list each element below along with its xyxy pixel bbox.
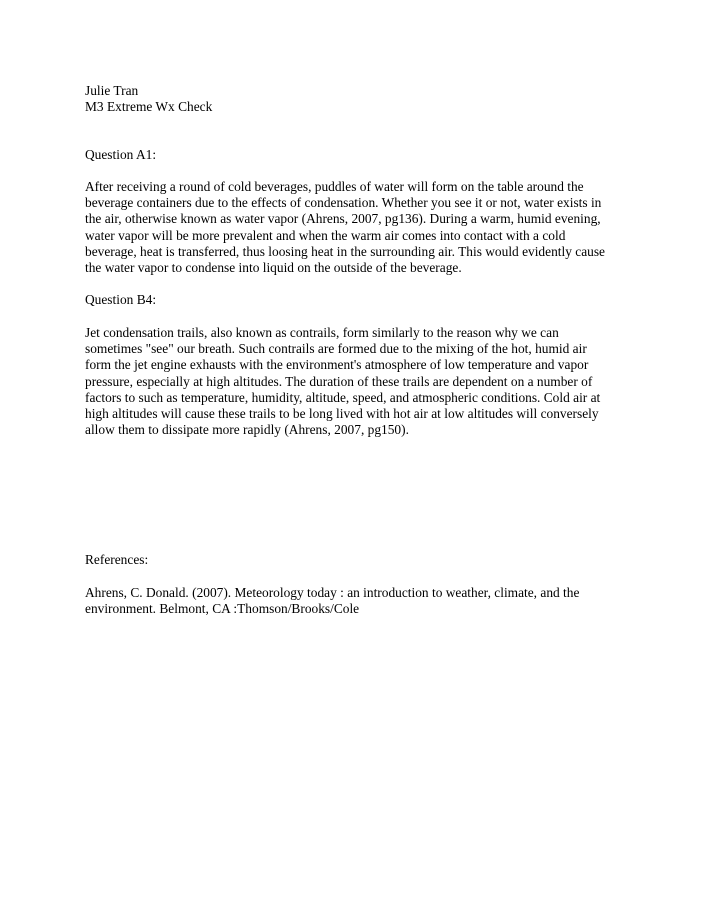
reference-line: environment. Belmont, CA :Thomson/Brooks/Cole — [85, 601, 360, 617]
assignment-title: M3 Extreme Wx Check — [85, 99, 213, 115]
references-label: References: — [85, 552, 149, 567]
question-a1-heading — [85, 147, 633, 163]
paragraph-line: the air, otherwise known as water vapor (Ahrens, 2007, pg136). During a warm, humid evening, — [85, 211, 601, 227]
question-b4-answer — [85, 325, 633, 438]
paragraph-line: beverage, heat is transferred, thus loosing heat in the surrounding air. This would evidently cause — [85, 243, 605, 259]
paragraph-line: Jet condensation trails, also known as contrails, form similarly to the reason why we can — [85, 325, 559, 340]
paragraph-line: allow them to dissipate more rapidly (Ahrens, 2007, pg150). — [85, 422, 409, 438]
question-b4-label: Question B4: — [85, 292, 157, 307]
paragraph-line: sometimes "see" our breath. Such contrails are formed due to the mixing of the hot, humid air — [85, 341, 587, 357]
paragraph-line: beverage containers due to the effects of condensation. Whether you see it or not, water exists in — [85, 195, 602, 211]
question-a1-answer — [85, 179, 633, 276]
reference-line: Ahrens, C. Donald. (2007). Meteorology today : an introduction to weather, climate, and the — [85, 585, 580, 600]
document-header — [85, 83, 633, 115]
paragraph-line: the water vapor to condense into liquid on the outside of the beverage. — [85, 260, 462, 276]
paragraph-line: After receiving a round of cold beverages, puddles of water will form on the table around the — [85, 179, 584, 194]
references-heading — [85, 552, 633, 568]
paragraph-line: water vapor will be more prevalent and when the warm air comes into contact with a cold — [85, 227, 566, 243]
author-name: Julie Tran — [85, 83, 139, 98]
paragraph-line: form the jet engine exhausts with the environment's atmosphere of low temperature and vapor — [85, 357, 589, 373]
question-a1-label: Question A1: — [85, 147, 157, 162]
references-list — [85, 585, 633, 617]
paragraph-line: high altitudes will cause these trails to be long lived with hot air at low altitudes will conversely — [85, 406, 599, 422]
paragraph-line: factors to such as temperature, humidity, altitude, speed, and atmospheric conditions. Cold air at — [85, 389, 601, 405]
question-b4-heading — [85, 292, 633, 308]
paragraph-line: pressure, especially at high altitudes. The duration of these trails are dependent on a number of — [85, 373, 593, 389]
